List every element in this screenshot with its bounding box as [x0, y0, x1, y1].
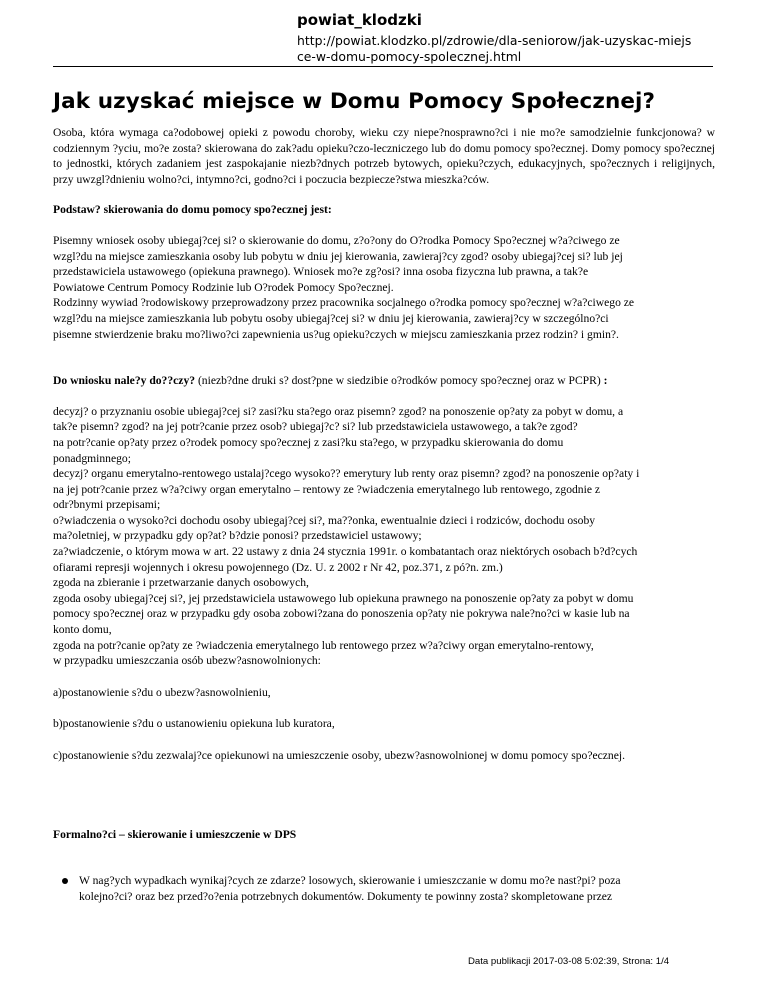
header-divider: [53, 66, 713, 67]
page-title: Jak uzyskać miejsce w Domu Pomocy Społecznej?: [53, 89, 656, 114]
text-line: pisemne stwierdzenie braku mo?liwo?ci zapewnienia us?ug opieku?czych w miejscu zamieszkania przez rodzin? i gmin?.: [53, 327, 619, 341]
text-line: ofiarami represji wojennych i okresu powojennego (Dz. U. z 2002 r Nr 42, poz.371, z pó?n. zm.): [53, 560, 503, 574]
list-item: [53, 873, 715, 904]
text-line: decyzj? organu emerytalno-rentowego ustalaj?cego wysoko?? emerytury lub renty oraz pisemn? zgod? na ponoszenie op?aty i: [53, 467, 640, 481]
bullet-icon: [62, 878, 68, 884]
text-line: konto domu,: [53, 623, 112, 637]
text-line: przedstawiciela ustawowego (opiekuna prawnego). Wniosek mo?e zg?osi? inna osoba fizyczna lub prawna, a tak?e: [53, 265, 589, 279]
text-line: na potr?canie op?aty przez o?rodek pomocy spo?ecznej z zasi?ku sta?ego, w przypadku skierowania do domu: [53, 435, 564, 449]
list-item: b)postanowienie s?du o ustanowieniu opiekuna lub kuratora,: [53, 717, 335, 731]
text-line: wzgl?du na miejsce zamieszkania lub pobytu osoby ubiegaj?cej si? w dniu jej kierowania, zawieraj?cy w szczególno?ci: [53, 311, 609, 325]
list-item: a)postanowienie s?du o ubezw?asnowolnieniu,: [53, 685, 271, 699]
text-line: W nag?ych wypadkach wynikaj?cych ze zdarze? losowych, skierowanie i umieszczanie w domu mo?e nast?pi? poza: [79, 874, 621, 888]
text-line: na jej potr?canie przez w?a?ciwy organ emerytalno – rentowy ze ?wiadczenia emerytalnego lub rentowego, zgodnie z: [53, 482, 601, 496]
section2-text: [53, 404, 715, 669]
text-line: o?wiadczenia o wysoko?ci dochodu osoby ubiegaj?cej si?, ma??onka, ewentualnie dzieci i rodziców, dochodu osoby: [53, 513, 596, 527]
text-line: w przypadku umieszczania osób ubezw?asnowolnionych:: [53, 654, 321, 668]
section3-list: [53, 873, 715, 904]
text-line: zgoda na potr?canie op?aty ze ?wiadczenia emerytalnego lub rentowego przez w?a?ciwy organ emerytalno-rentowy,: [53, 638, 594, 652]
text-line: za?wiadczenie, o którym mowa w art. 22 ustawy z dnia 24 stycznia 1991r. o kombatantach oraz niektórych osobach b?d?cych: [53, 545, 638, 559]
intro-paragraph: Osoba, która wymaga ca?odobowej opieki z powodu choroby, wieku czy niepe?nosprawno?ci i nie mo?e samodzielnie funkcjonowa? w codziennym ?yciu, mo?e zosta? skierowana do zak?adu opieku?czo-leczniczego lub do domu pomocy spo?ecznej. Domy pomocy spo?ecznej to jednostki, których zadaniem jest zaspokajanie niezb?dnych potrzeb bytowych, opieku?czych, edukacyjnych, spo?ecznych i religijnych, przy uwzgl?dnieniu wolno?ci, intymno?ci, godno?ci i poczucia bezpiecze?stwa mieszka?ców.: [53, 126, 715, 186]
section1-text: [53, 233, 715, 342]
section1-heading: Podstaw? skierowania do domu pomocy spo?ecznej jest:: [53, 203, 332, 217]
text-line: decyzj? o przyznaniu osobie ubiegaj?cej si? zasi?ku sta?ego oraz pisemn? zgod? na ponoszenie op?aty za pobyt w domu, a: [53, 404, 624, 418]
page-url[interactable]: http://powiat.klodzko.pl/zdrowie/dla-seniorow/jak-uzyskac-miejs ce-w-domu-pomocy-spolecznej.html: [297, 33, 692, 64]
site-name: powiat_klodzki: [297, 11, 422, 29]
document-header: [297, 11, 717, 65]
section2-heading: [53, 373, 715, 389]
text-line: odr?bnymi przepisami;: [53, 498, 161, 512]
section3-heading: Formalno?ci – skierowanie i umieszczenie w DPS: [53, 827, 297, 841]
article-body: [53, 125, 715, 904]
text-line: ponadgminnego;: [53, 451, 131, 465]
text-line: wzgl?du na miejsce zamieszkania osoby lub pobytu w dniu jej kierowania, zawieraj?cy zgod? osoby ubiegaj?cej si? lub jej: [53, 249, 623, 263]
section2-heading-colon: :: [603, 374, 608, 388]
text-line: zgoda na zbieranie i przetwarzanie danych osobowych,: [53, 576, 309, 590]
page-footer: Data publikacji 2017-03-08 5:02:39, Strona: 1/4: [468, 956, 670, 967]
text-line: tak?e pisemn? zgod? na jej potr?canie przez osob? ubiegaj?c? si? lub przedstawiciela ustawowego, a tak?e zgod?: [53, 420, 578, 434]
text-line: Rodzinny wywiad ?rodowiskowy przeprowadzony przez pracownika socjalnego o?rodka pomocy spo?ecznej w?a?ciwego ze: [53, 296, 635, 310]
text-line: pomocy spo?ecznej oraz w przypadku gdy osoba zobowi?zana do ponoszenia op?aty nie pokrywa nale?no?ci w kasie lub na: [53, 607, 630, 621]
list-item: c)postanowienie s?du zezwalaj?ce opiekunowi na umieszczenie osoby, ubezw?asnowolnionej w domu pomocy spo?ecznej.: [53, 749, 625, 762]
text-line: Powiatowe Centrum Pomocy Rodzinie lub O?rodek Pomocy Spo?ecznej.: [53, 280, 394, 294]
section2-heading-bold: Do wniosku nale?y do??czy?: [53, 374, 196, 388]
text-line: zgoda osoby ubiegaj?cej si?, jej przedstawiciela ustawowego lub opiekuna prawnego na ponoszenie op?aty za pobyt w domu: [53, 591, 634, 605]
text-line: kolejno?ci? oraz bez przed?o?enia potrzebnych dokumentów. Dokumenty te powinny zosta? skompletowane przez: [79, 889, 613, 903]
text-line: Pisemny wniosek osoby ubiegaj?cej si? o skierowanie do domu, z?o?ony do O?rodka Pomocy Spo?ecznej w?a?ciwego ze: [53, 233, 620, 247]
text-line: ma?oletniej, w przypadku gdy op?at? b?dzie ponosi? przedstawiciel ustawowy;: [53, 529, 422, 543]
section2-heading-note: (niezb?dne druki s? dost?pne w siedzibie o?rodków pomocy spo?ecznej oraz w PCPR): [195, 374, 604, 388]
